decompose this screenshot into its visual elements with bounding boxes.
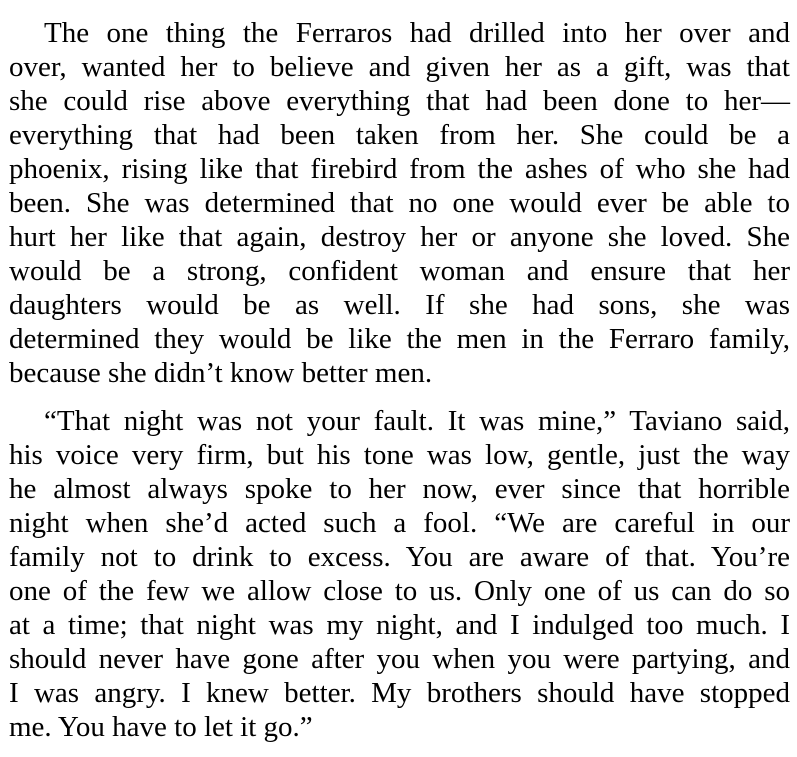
text-line: I was angry. I knew better. My brothers should have stopped <box>9 677 790 709</box>
text-line: over, wanted her to believe and given her as a gift, was that <box>9 51 790 83</box>
text-line: daughters would be as well. If she had sons, she was <box>9 289 790 321</box>
text-line: hurt her like that again, destroy her or anyone she loved. She <box>9 221 790 253</box>
text-line: night when she’d acted such a fool. “We are careful in our <box>9 507 790 539</box>
text-line: phoenix, rising like that firebird from the ashes of who she had <box>9 153 790 185</box>
text-line: at a time; that night was my night, and I indulged too much. I <box>9 609 790 641</box>
text-line: would be a strong, confident woman and ensure that her <box>9 255 790 287</box>
text-line: me. You have to let it go.” <box>9 711 313 743</box>
text-line: family not to drink to excess. You are aware of that. You’re <box>9 541 790 573</box>
text-line: because she didn’t know better men. <box>9 357 433 389</box>
text-line: she could rise above everything that had been done to her— <box>9 85 790 117</box>
paragraph-dialogue <box>9 404 790 744</box>
text-line: should never have gone after you when you were partying, and <box>9 643 790 675</box>
text-line: “That night was not your fault. It was mine,” Taviano said, <box>44 405 790 437</box>
text-line: one of the few we allow close to us. Only one of us can do so <box>9 575 790 607</box>
text-line: determined they would be like the men in the Ferraro family, <box>9 323 790 355</box>
paragraph-narration <box>9 16 790 390</box>
text-line: he almost always spoke to her now, ever since that horrible <box>9 473 790 505</box>
text-line: his voice very firm, but his tone was low, gentle, just the way <box>9 439 790 471</box>
text-line: been. She was determined that no one would ever be able to <box>9 187 790 219</box>
text-line: The one thing the Ferraros had drilled into her over and <box>44 17 790 49</box>
text-line: everything that had been taken from her. She could be a <box>9 119 790 151</box>
